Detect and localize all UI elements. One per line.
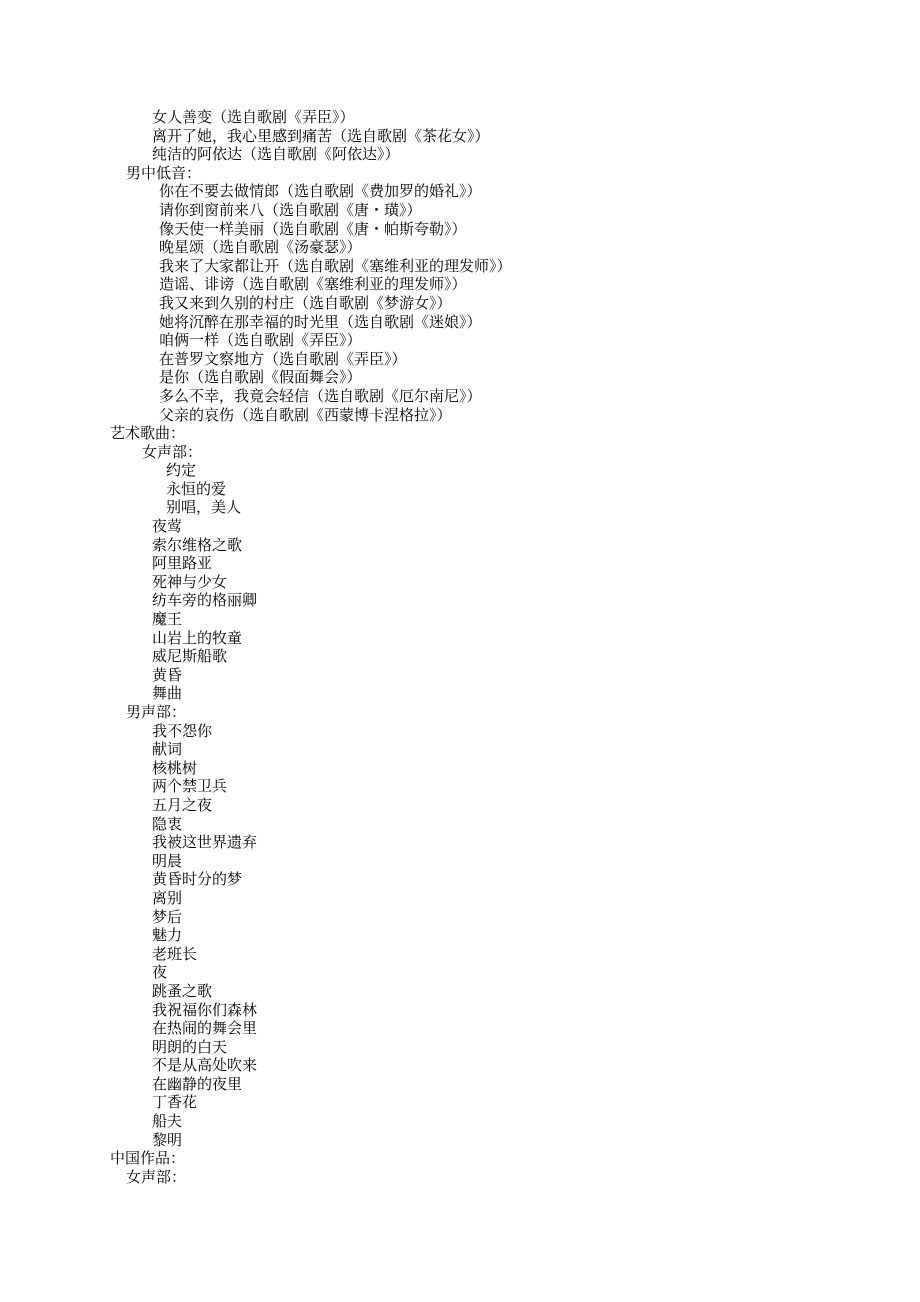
list-item: 晚星颂（选自歌剧《汤豪瑟》） [159,238,362,257]
list-item: 永恒的爱 [166,479,227,498]
list-item: 多么不幸，我竟会轻信（选自歌剧《厄尔南尼》） [159,386,482,405]
list-item: 纺车旁的格丽卿 [152,591,258,610]
list-item: 离别 [152,888,183,907]
list-item: 舞曲 [152,684,183,703]
list-item: 咱俩一样（选自歌剧《弄臣》） [159,331,362,350]
list-item: 像天使一样美丽（选自歌剧《唐・帕斯夸勒》） [159,219,467,238]
document-body [0,108,920,1186]
list-item: 不是从高处吹来 [152,1056,258,1075]
list-item: 黄昏 [152,665,183,684]
list-item: 丁香花 [152,1093,198,1112]
list-item: 别唱，美人 [166,498,242,517]
list-item: 父亲的哀伤（选自歌剧《西蒙博卡涅格拉》） [159,405,452,424]
list-item: 魅力 [152,926,183,945]
list-item: 明晨 [152,851,183,870]
list-item: 我又来到久别的村庄（选自歌剧《梦游女》） [159,293,452,312]
section-heading: 女声部： [142,442,203,461]
list-item: 你在不要去做情郎（选自歌剧《费加罗的婚礼》） [159,182,482,201]
list-item: 黄昏时分的梦 [152,870,243,889]
list-item: 在普罗文察地方（选自歌剧《弄臣》） [159,349,407,368]
section-heading: 男声部： [126,703,187,721]
list-item: 山岩上的牧童 [152,628,243,647]
list-item: 在幽静的夜里 [152,1074,243,1093]
list-item: 是你（选自歌剧《假面舞会》） [159,368,362,387]
list-item: 我来了大家都让开（选自歌剧《塞维利亚的理发师》） [159,256,512,275]
section-heading: 男中低音： [126,163,202,182]
list-item: 船夫 [152,1112,183,1131]
list-item: 女人善变（选自歌剧《弄臣》） [152,108,355,126]
list-item: 核桃树 [152,758,198,777]
list-item: 她将沉醉在那幸福的时光里（选自歌剧《迷娘》） [159,312,482,331]
list-item: 夜 [152,963,168,982]
list-item: 魔王 [152,610,183,629]
list-item: 夜莺 [152,517,183,536]
list-item: 威尼斯船歌 [152,647,228,666]
list-item: 在热闹的舞会里 [152,1019,258,1038]
list-item: 我被这世界遗弃 [152,833,258,852]
list-item: 跳蚤之歌 [152,981,213,1000]
list-item: 老班长 [152,944,198,963]
list-item: 造谣、诽谤（选自歌剧《塞维利亚的理发师》） [159,275,467,294]
list-item: 我不怨你 [152,721,213,740]
section-heading: 艺术歌曲： [110,424,186,443]
list-item: 梦后 [152,907,183,926]
list-item: 五月之夜 [152,795,213,814]
list-item: 两个禁卫兵 [152,777,228,796]
section-heading: 女声部： [126,1167,187,1186]
list-item: 隐衷 [152,814,183,833]
list-item: 索尔维格之歌 [152,535,243,554]
list-item: 黎明 [152,1130,183,1149]
list-item: 明朗的白天 [152,1037,228,1056]
list-item: 离开了她，我心里感到痛苦（选自歌剧《茶花女》） [152,126,490,145]
list-item: 纯洁的阿依达（选自歌剧《阿依达》） [152,145,400,164]
list-item: 死神与少女 [152,572,228,591]
list-item: 献词 [152,740,183,759]
list-item: 约定 [166,461,197,480]
section-heading: 中国作品： [110,1149,186,1168]
list-item: 我祝福你们森林 [152,1000,258,1019]
list-item: 阿里路亚 [152,554,213,573]
list-item: 请你到窗前来八（选自歌剧《唐・璜》） [159,200,422,219]
